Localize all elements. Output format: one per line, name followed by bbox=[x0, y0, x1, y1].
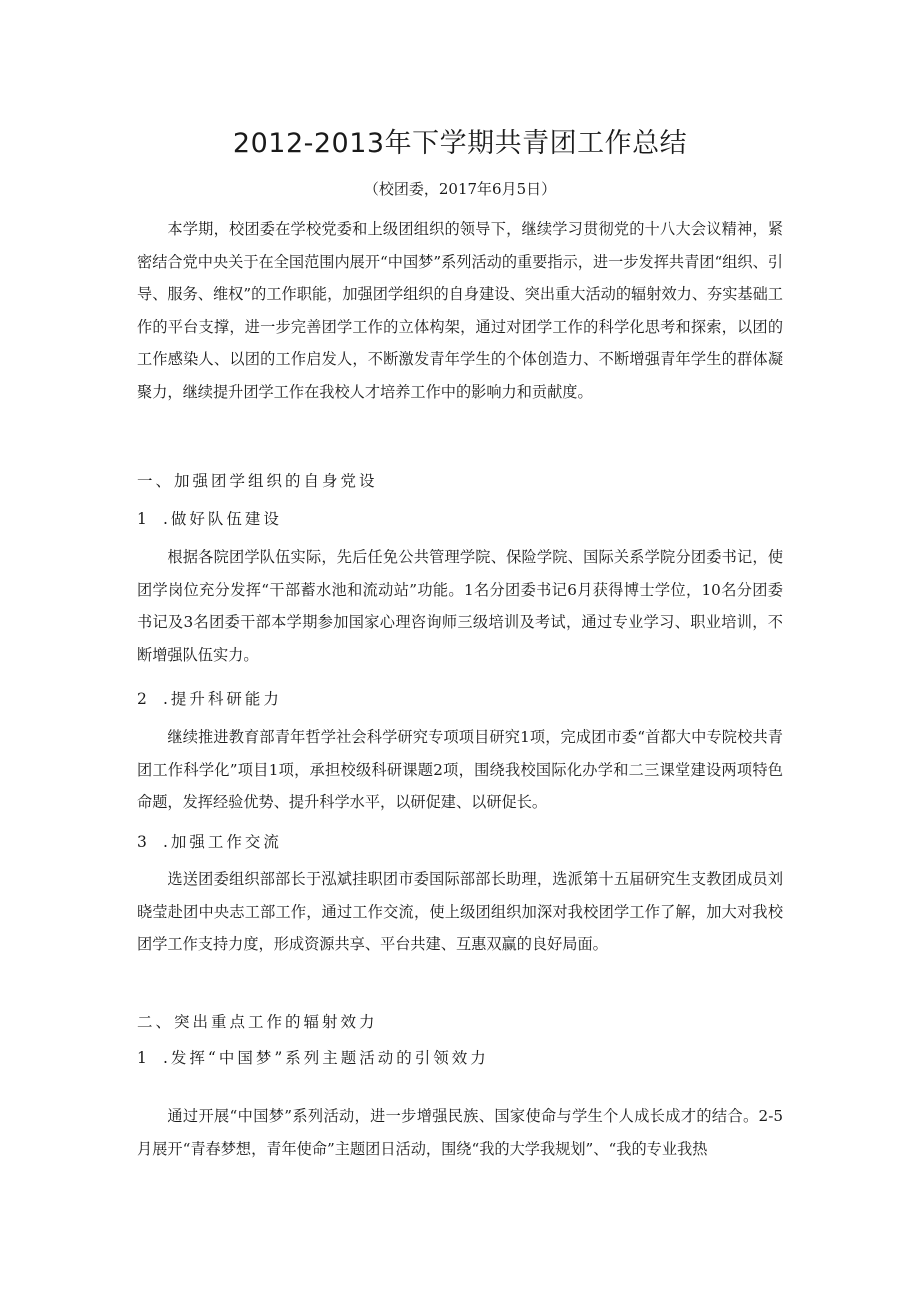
item-number: 1 bbox=[137, 510, 147, 528]
document-title: 2012-2013年下学期共青团工作总结 bbox=[232, 128, 688, 159]
item-number: 2 bbox=[137, 690, 147, 708]
section2-item1-body: 通过开展“中国梦”系列活动，进一步增强民族、国家使命与学生个人成长成才的结合。2-5月展开“青春梦想，青年使命”主题团日活动，围绕“我的大学我规划”、“我的专业我热 bbox=[137, 1107, 783, 1158]
intro-paragraph: 本学期，校团委在学校党委和上级团组织的领导下，继续学习贯彻党的十八大会议精神，紧密结合党中央关于在全国范围内展开“中国梦”系列活动的重要指示，进一步发挥共青团“组织、引导、服务、维权”的工作职能，加强团学组织的自身建设、突出重大活动的辐射效力、夯实基础工作的平台支撑，进一步完善团学工作的立体构架，通过对团学工作的科学化思考和探索，以团的工作感染人、以团的工作启发人，不断激发青年学生的个体创造力、不断增强青年学生的群体凝聚力，继续提升团学工作在我校人才培养工作中的影响力和贡献度。 bbox=[137, 220, 783, 401]
item-number: 3 bbox=[137, 833, 147, 851]
section1-item3-body: 选送团委组织部部长于泓斌挂职团市委国际部部长助理，选派第十五届研究生支教团成员刘晓莹赴团中央志工部工作，通过工作交流，使上级团组织加深对我校团学工作了解，加大对我校团学工作支持力度，形成资源共享、平台共建、互惠双赢的良好局面。 bbox=[137, 870, 783, 953]
item-title: .提升科研能力 bbox=[163, 690, 282, 708]
section2-heading: 二、突出重点工作的辐射效力 bbox=[137, 1013, 378, 1031]
item-title: .加强工作交流 bbox=[163, 833, 282, 851]
section2-item1-title bbox=[137, 1045, 783, 1071]
section1-item1-body: 根据各院团学队伍实际，先后任免公共管理学院、保险学院、国际关系学院分团委书记，使团学岗位充分发挥“干部蓄水池和流动站”功能。1名分团委书记6月获得博士学位，10名分团委书记及3名团委干部本学期参加国家心理咨询师三级培训及考试，通过专业学习、职业培训，不断增强队伍实力。 bbox=[137, 548, 783, 664]
item-title: .做好队伍建设 bbox=[163, 510, 282, 528]
section1-item2-title bbox=[137, 686, 783, 712]
section1-item2-body: 继续推进教育部青年哲学社会科学研究专项项目研究1项，完成团市委“首都大中专院校共青团工作科学化”项目1项，承担校级科研课题2项，围绕我校国际化办学和二三课堂建设两项特色命题，发挥经验优势、提升科学水平，以研促建、以研促长。 bbox=[137, 728, 783, 811]
item-title: .发挥“中国梦”系列主题活动的引领效力 bbox=[163, 1049, 489, 1067]
document-subtitle: （校团委，2017年6月5日） bbox=[363, 180, 557, 198]
section1-heading: 一、加强团学组织的自身党设 bbox=[137, 472, 378, 490]
section1-item1-title bbox=[137, 506, 783, 532]
section1-item3-title bbox=[137, 829, 783, 855]
item-number: 1 bbox=[137, 1049, 147, 1067]
